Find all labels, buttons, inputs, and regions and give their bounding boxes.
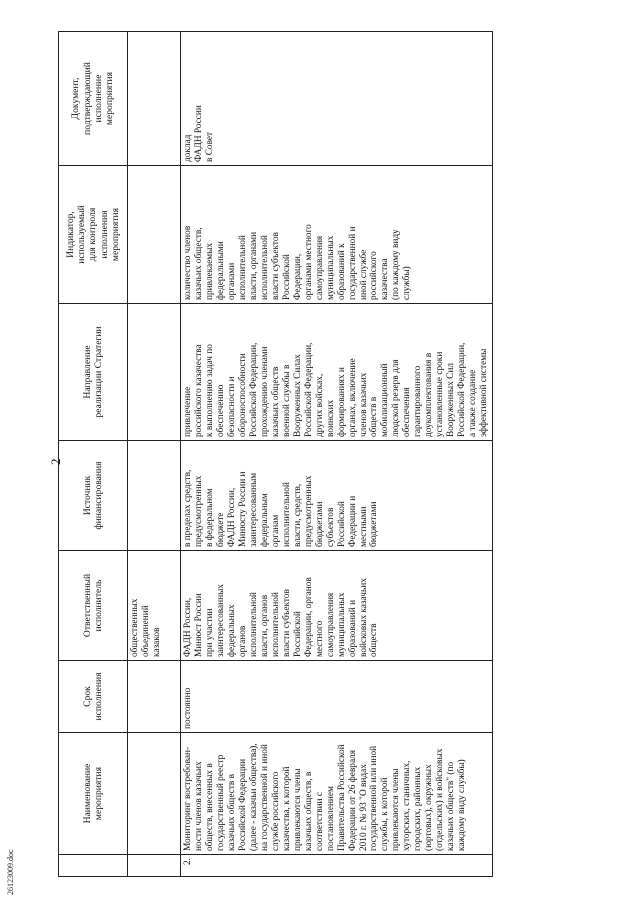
document-cell: доклад ФАДН России в Совет [181,32,493,166]
header-document: Документ, подтверждающий исполнение мероприятия [59,32,128,166]
header-num [59,855,128,877]
header-measure-name: Наименование мероприятия [59,733,128,855]
page-number: 2 [48,458,63,465]
row-number: 2. [181,855,493,877]
table-cell: общественных объединений казаков [128,551,181,661]
table-cell [128,855,181,877]
direction-cell: привлечение российского казачества к выполнению задач по обеспечению безопасности и обороноспособности Российской Федерации, прохождению членами казачьих обществ военной службы в Вооруженных Силах Российской Федерации, других войсках, воинских формированиях и органах, включение членов казачьих обществ в мобилизационный людской резерв для обеспечения гарантированного доукомплектования в установленные сроки Вооруженных Сил Российской Федерации, а также создание эффективной системы [181,304,493,441]
header-direction: Направление реализации Стратегии [59,304,128,441]
table-cell [128,733,181,855]
table-cell [128,166,181,304]
document-code: 26123009.doc [6,849,15,895]
deadline-cell: постоянно [181,661,493,733]
header-funding: Источник финансирования [59,441,128,551]
header-deadline: Срок исполнения [59,661,128,733]
table-cell [128,304,181,441]
table-cell [128,441,181,551]
table-row [181,32,493,877]
funding-cell: в пределах средств, предусмотренных в федеральном бюджете ФАДН России, Минюсту России и заинтересованным федеральным органам исполнительной власти, средств, предусмотренных бюджетами субъектов Российской Федерации и местными бюджетами [181,441,493,551]
header-indicator: Индикатор, используемый для контроля исполнения мероприятия [59,166,128,304]
measure-name-cell: Мониторинг востребован- ности членов казачьих обществ, внесенных в государственный реестр казачьих обществ в Российской Федерации (далее - казачьи общества), на государственной и иной службе российского казачества, к которой привлекаются члены казачьих обществ, в соответствии с постановлением Правительства Российской Федерации от 26 февраля 2010 г. № 93 "О видах государственной или иной службы, к которой привлекаются члены хуторских, станичных, городских, районных (юртовых), окружных (отдельских) и войсковых казачьих обществ" (по каждому виду службы) [181,733,493,855]
indicator-cell: количество членов казачьих обществ, привлекаемых федеральными органами исполнительной власти, органами исполнительной власти субъектов Российской Федерации, органами местного самоуправления муниципальных образований к государственной и иной службе российского казачества (по каждому виду службы) [181,166,493,304]
header-executor: Ответственный исполнитель [59,551,128,661]
table-cell [128,661,181,733]
measures-table [58,31,493,877]
executor-cell: ФАДН России, Минюст России при участии заинтересованных федеральных органов исполнительной власти, органов исполнительной власти субъектов Российской Федерации, органов местного самоуправления муниципальных образований и войсковых казачьих обществ [181,551,493,661]
table-header-row [59,32,128,877]
table-cell [128,32,181,166]
continuation-row [128,32,181,877]
